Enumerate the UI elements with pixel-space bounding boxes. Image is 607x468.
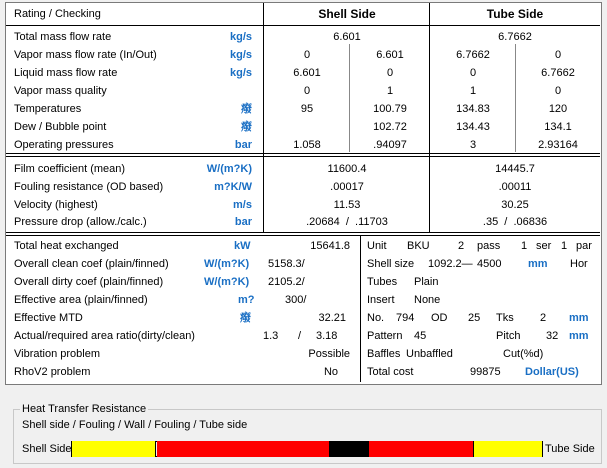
tube-in-value: 0 <box>469 67 477 79</box>
row-label: Effective area (plain/finned) <box>14 294 148 306</box>
pattern-label: Pattern <box>367 330 403 342</box>
shell-diameter-value: 1092.2— <box>428 258 473 270</box>
shell-side-header: Shell Side <box>318 7 376 21</box>
shell-in-value: 1.058 <box>293 139 321 151</box>
tube-side-segment <box>474 441 542 457</box>
tube-out-value: 120 <box>548 103 568 115</box>
ratio-separator: / <box>298 330 302 342</box>
pitch-value: 32 <box>546 330 559 342</box>
pitch-label: Pitch <box>496 330 521 342</box>
tubes-value: Plain <box>414 276 439 288</box>
od-value: 25 <box>468 312 481 324</box>
tube-value: 30.25 <box>501 199 529 211</box>
shell-out-value: 102.72 <box>373 121 407 133</box>
total-cost-label: Total cost <box>367 366 414 378</box>
parallel-label: par <box>576 240 592 252</box>
shell-in-value: 0 <box>303 85 311 97</box>
shell-value: 11600.4 <box>327 163 367 175</box>
tube-in-value: 1 <box>469 85 477 97</box>
shell-out-value: .94097 <box>373 139 407 151</box>
row-unit: W/(m?K) <box>204 276 250 288</box>
row-label: Actual/required area ratio(dirty/clean) <box>14 330 195 342</box>
resistance-group-title: Heat Transfer Resistance <box>22 403 147 415</box>
row-unit: m/s <box>233 199 252 211</box>
row-label: Temperatures <box>14 103 82 115</box>
row-unit: 癈 <box>241 121 252 133</box>
wall-segment <box>330 441 368 457</box>
ratio-dirty-value: 1.3 <box>263 330 279 342</box>
shell-out-value: 0 <box>386 67 394 79</box>
tube-value: .35 / .06836 <box>482 216 548 228</box>
divider <box>6 156 600 157</box>
pass-label: pass <box>477 240 501 252</box>
row-unit: 癈 <box>241 103 252 115</box>
row-unit: kg/s <box>229 49 252 61</box>
tube-out-value: 134.1 <box>544 121 572 133</box>
series-label: ser <box>536 240 552 252</box>
row-label: Effective MTD <box>14 312 83 324</box>
shell-value: 6.601 <box>333 31 361 43</box>
tube-value: 14445.7 <box>495 163 535 175</box>
pattern-value: 45 <box>414 330 427 342</box>
insert-value: None <box>414 294 441 306</box>
row-label: Film coefficient (mean) <box>14 163 126 175</box>
shell-in-value: 95 <box>300 103 314 115</box>
row-label: Dew / Bubble point <box>14 121 107 133</box>
shell-size-label: Shell size <box>367 258 415 270</box>
clean-coef-value: 5158.3/ <box>268 258 305 270</box>
row-unit: kg/s <box>229 31 252 43</box>
tube-out-value: 2.93164 <box>538 139 578 151</box>
divider <box>6 232 600 233</box>
shell-out-value: 100.79 <box>373 103 407 115</box>
tube-value: 6.7662 <box>498 31 532 43</box>
heat-value: 15641.8 <box>310 240 350 252</box>
tube-no-value: 794 <box>396 312 415 324</box>
tube-side-header: Tube Side <box>486 7 544 21</box>
tube-in-value: 6.7662 <box>456 49 490 61</box>
tks-value: 2 <box>540 312 547 324</box>
divider <box>6 25 600 26</box>
insert-label: Insert <box>367 294 395 306</box>
shell-value: .00017 <box>330 181 364 193</box>
tube-no-label: No. <box>367 312 385 324</box>
row-label: Vapor mass quality <box>14 85 107 97</box>
shell-value: .20684 / .11703 <box>306 216 388 228</box>
shell-in-value: 0 <box>303 49 311 61</box>
tube-fouling-segment <box>368 441 474 457</box>
row-label: Vibration problem <box>14 348 101 360</box>
tubes-label: Tubes <box>367 276 398 288</box>
shell-out-value: 1 <box>386 85 394 97</box>
divider <box>6 153 600 154</box>
ratio-clean-value: 3.18 <box>316 330 338 342</box>
vibration-value: Possible <box>308 348 350 360</box>
row-label: Overall clean coef (plain/finned) <box>14 258 169 270</box>
tube-out-value: 0 <box>554 85 562 97</box>
row-unit: W/(m?K) <box>206 163 252 175</box>
shell-in-value: 6.601 <box>293 67 321 79</box>
tube-out-value: 6.7662 <box>541 67 575 79</box>
resistance-legend: Shell side / Fouling / Wall / Fouling / Tube side <box>22 419 248 431</box>
row-label: Total mass flow rate <box>14 31 112 43</box>
tks-label: Tks <box>496 312 514 324</box>
pitch-unit: mm <box>569 330 589 342</box>
unit-value: BKU <box>407 240 430 252</box>
tube-in-value: 134.43 <box>456 121 490 133</box>
pass-count: 2 <box>458 240 465 252</box>
mtd-value: 32.21 <box>318 312 346 324</box>
row-unit: bar <box>234 216 252 228</box>
row-label: Vapor mass flow rate (In/Out) <box>14 49 157 61</box>
od-label: OD <box>431 312 448 324</box>
total-cost-value: 99875 <box>470 366 501 378</box>
shell-out-value: 6.601 <box>376 49 404 61</box>
row-unit: m? <box>238 294 255 306</box>
row-label: Overall dirty coef (plain/finned) <box>14 276 164 288</box>
rhov2-value: No <box>323 366 338 378</box>
row-unit: kW <box>234 240 251 252</box>
row-label: Liquid mass flow rate <box>14 67 118 79</box>
col-divider <box>360 236 361 382</box>
tube-out-value: 0 <box>554 49 562 61</box>
shell-value: 11.53 <box>333 199 361 211</box>
shell-side-label: Shell Side <box>22 443 72 455</box>
tks-unit: mm <box>569 312 589 324</box>
row-label: Pressure drop (allow./calc.) <box>14 216 147 228</box>
unit-label: Unit <box>367 240 387 252</box>
dirty-coef-value: 2105.2/ <box>268 276 305 288</box>
panel-title: Rating / Checking <box>14 8 101 20</box>
baffles-value: Unbaffled <box>406 348 453 360</box>
shell-side-segment <box>72 441 156 457</box>
tube-in-value: 134.83 <box>456 103 490 115</box>
parallel-count: 1 <box>561 240 568 252</box>
shell-size-unit: mm <box>528 258 548 270</box>
row-label: RhoV2 problem <box>14 366 91 378</box>
series-count: 1 <box>521 240 528 252</box>
row-label: Operating pressures <box>14 139 114 151</box>
baffles-label: Baffles <box>367 348 401 360</box>
shell-length-value: 4500 <box>477 258 502 270</box>
row-label: Velocity (highest) <box>14 199 98 211</box>
row-label: Total heat exchanged <box>14 240 119 252</box>
tube-value: .00011 <box>498 181 532 193</box>
cut-label: Cut(%d) <box>503 348 544 360</box>
shell-orientation: Hor <box>570 258 588 270</box>
row-label: Fouling resistance (OD based) <box>14 181 164 193</box>
row-unit: bar <box>234 139 252 151</box>
row-unit: 癈 <box>240 312 251 324</box>
row-unit: m?K/W <box>214 181 252 193</box>
row-unit: kg/s <box>229 67 252 79</box>
shell-fouling-segment <box>157 441 330 457</box>
divider <box>6 235 600 236</box>
tube-side-label: Tube Side <box>545 443 595 455</box>
total-cost-unit: Dollar(US) <box>525 366 579 378</box>
row-unit: W/(m?K) <box>204 258 250 270</box>
tube-in-value: 3 <box>469 139 477 151</box>
area-value: 300/ <box>285 294 307 306</box>
